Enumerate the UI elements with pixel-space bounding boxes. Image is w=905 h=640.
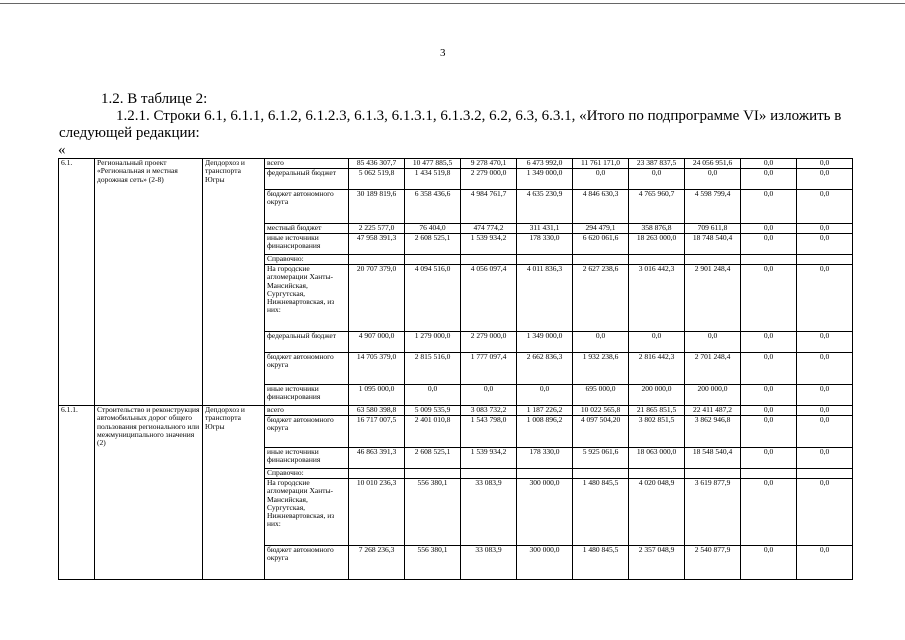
amount-cell: 0,0 xyxy=(797,159,853,169)
amount-cell: 24 056 951,6 xyxy=(685,159,741,169)
amount-cell: 0,0 xyxy=(797,416,853,448)
amount-cell: 4 984 761,7 xyxy=(461,190,517,224)
amount-cell: 1 349 000,0 xyxy=(517,169,573,190)
scan-top-border xyxy=(0,3,905,4)
amount-cell: 200 000,0 xyxy=(629,385,685,406)
amount-cell: 4 011 836,3 xyxy=(517,265,573,332)
amount-cell: 63 580 398,8 xyxy=(349,406,405,416)
amount-cell: 18 548 540,4 xyxy=(685,448,741,469)
amount-cell: 474 774,2 xyxy=(461,224,517,234)
amount-cell: 0,0 xyxy=(797,234,853,255)
amount-cell xyxy=(741,255,797,265)
amount-cell: 0,0 xyxy=(741,169,797,190)
amount-cell: 2 815 516,0 xyxy=(405,353,461,385)
amount-cell: 1 539 934,2 xyxy=(461,448,517,469)
amount-cell xyxy=(741,469,797,479)
amount-cell: 0,0 xyxy=(741,479,797,546)
amount-cell: 4 097 504,20 xyxy=(573,416,629,448)
amount-cell: 0,0 xyxy=(741,448,797,469)
amount-cell xyxy=(405,469,461,479)
amount-cell xyxy=(685,469,741,479)
table-row xyxy=(59,159,853,169)
funding-source: На городские агломерации Ханты-Мансийская, Сургутская, Нижневартовская, из них: xyxy=(265,265,349,332)
amount-cell: 4 598 799,4 xyxy=(685,190,741,224)
amount-cell: 0,0 xyxy=(685,169,741,190)
amount-cell: 1 539 934,2 xyxy=(461,234,517,255)
amount-cell: 0,0 xyxy=(797,169,853,190)
funding-source: бюджет автономного округа xyxy=(265,353,349,385)
amount-cell xyxy=(797,255,853,265)
amount-cell: 14 705 379,0 xyxy=(349,353,405,385)
amount-cell: 178 330,0 xyxy=(517,234,573,255)
amount-cell: 33 083,9 xyxy=(461,546,517,580)
amount-cell: 47 958 391,3 xyxy=(349,234,405,255)
funding-source: местный бюджет xyxy=(265,224,349,234)
amount-cell: 0,0 xyxy=(741,353,797,385)
funding-source: федеральный бюджет xyxy=(265,169,349,190)
amount-cell: 9 278 470,1 xyxy=(461,159,517,169)
amount-cell: 0,0 xyxy=(573,332,629,353)
amount-cell: 0,0 xyxy=(797,479,853,546)
funding-source: Справочно: xyxy=(265,469,349,479)
amount-cell: 556 380,1 xyxy=(405,479,461,546)
amount-cell: 0,0 xyxy=(797,190,853,224)
page-number: 3 xyxy=(440,47,446,59)
amount-cell: 4 846 630,3 xyxy=(573,190,629,224)
amount-cell xyxy=(349,255,405,265)
amount-cell: 0,0 xyxy=(461,385,517,406)
amount-cell: 0,0 xyxy=(741,159,797,169)
table-body xyxy=(59,159,853,580)
amount-cell: 0,0 xyxy=(741,332,797,353)
amount-cell: 178 330,0 xyxy=(517,448,573,469)
amount-cell: 2 279 000,0 xyxy=(461,332,517,353)
amount-cell: 4 907 000,0 xyxy=(349,332,405,353)
amount-cell: 4 020 048,9 xyxy=(629,479,685,546)
amount-cell: 1 434 519,8 xyxy=(405,169,461,190)
amount-cell: 1 187 226,2 xyxy=(517,406,573,416)
amount-cell: 11 761 171,0 xyxy=(573,159,629,169)
amount-cell: 3 083 732,2 xyxy=(461,406,517,416)
amount-cell: 0,0 xyxy=(797,332,853,353)
amount-cell: 0,0 xyxy=(741,234,797,255)
amount-cell: 556 380,1 xyxy=(405,546,461,580)
amount-cell: 30 189 819,6 xyxy=(349,190,405,224)
amount-cell: 7 268 236,3 xyxy=(349,546,405,580)
section-heading: 1.2. В таблице 2: xyxy=(101,91,208,107)
amount-cell: 0,0 xyxy=(741,406,797,416)
funding-source: всего xyxy=(265,159,349,169)
funding-source: На городские агломерации Ханты-Мансийская, Сургутская, Нижневартовская, из них: xyxy=(265,479,349,546)
amount-cell: 0,0 xyxy=(741,385,797,406)
amount-cell: 6 358 436,6 xyxy=(405,190,461,224)
amount-cell: 0,0 xyxy=(741,265,797,332)
amount-cell: 300 000,0 xyxy=(517,479,573,546)
amount-cell: 0,0 xyxy=(797,224,853,234)
amount-cell: 2 901 248,4 xyxy=(685,265,741,332)
amount-cell: 4 056 097,4 xyxy=(461,265,517,332)
amount-cell: 3 802 851,5 xyxy=(629,416,685,448)
opening-quote: « xyxy=(58,142,66,158)
amount-cell: 1 279 000,0 xyxy=(405,332,461,353)
amount-cell: 5 062 519,8 xyxy=(349,169,405,190)
amount-cell: 0,0 xyxy=(629,169,685,190)
amount-cell xyxy=(405,255,461,265)
amount-cell: 2 225 577,0 xyxy=(349,224,405,234)
amount-cell: 0,0 xyxy=(573,169,629,190)
amount-cell: 4 635 230,9 xyxy=(517,190,573,224)
amount-cell: 0,0 xyxy=(797,406,853,416)
amount-cell: 2 540 877,9 xyxy=(685,546,741,580)
amount-cell: 2 357 048,9 xyxy=(629,546,685,580)
amount-cell: 5 925 061,6 xyxy=(573,448,629,469)
amount-cell: 0,0 xyxy=(629,332,685,353)
paragraph-line-2: следующей редакции: xyxy=(59,125,200,141)
amount-cell: 0,0 xyxy=(685,332,741,353)
amount-cell: 10 477 885,5 xyxy=(405,159,461,169)
amount-cell: 10 022 565,8 xyxy=(573,406,629,416)
amount-cell: 0,0 xyxy=(797,265,853,332)
amount-cell: 0,0 xyxy=(797,385,853,406)
amount-cell: 10 010 236,3 xyxy=(349,479,405,546)
amount-cell: 1 480 845,5 xyxy=(573,546,629,580)
project-name: Региональный проект «Региональная и местная дорожная сеть» (2-8) xyxy=(95,159,203,406)
amount-cell xyxy=(461,255,517,265)
amount-cell: 294 479,1 xyxy=(573,224,629,234)
amount-cell xyxy=(517,255,573,265)
amount-cell: 21 865 851,5 xyxy=(629,406,685,416)
project-name: Строительство и реконструкция автомобильных дорог общего пользования регионального или межмуниципального значения (2) xyxy=(95,406,203,580)
amount-cell: 2 701 248,4 xyxy=(685,353,741,385)
amount-cell xyxy=(629,255,685,265)
amount-cell: 1 095 000,0 xyxy=(349,385,405,406)
amount-cell: 0,0 xyxy=(797,546,853,580)
amount-cell xyxy=(461,469,517,479)
amount-cell: 33 083,9 xyxy=(461,479,517,546)
amount-cell xyxy=(629,469,685,479)
amount-cell: 6 620 061,6 xyxy=(573,234,629,255)
amount-cell: 2 627 238,6 xyxy=(573,265,629,332)
amount-cell: 18 263 000,0 xyxy=(629,234,685,255)
amount-cell: 3 016 442,3 xyxy=(629,265,685,332)
amount-cell: 1 543 798,0 xyxy=(461,416,517,448)
funding-source: бюджет автономного округа xyxy=(265,546,349,580)
funding-source: иные источники финансирования xyxy=(265,385,349,406)
amount-cell: 2 608 525,1 xyxy=(405,448,461,469)
paragraph-line-1: 1.2.1. Строки 6.1, 6.1.1, 6.1.2, 6.1.2.3, 6.1.3, 6.1.3.1, 6.1.3.2, 6.2, 6.3, 6.3.1, «Итого по подпрограмме VI» изложить в xyxy=(116,108,842,124)
amount-cell: 695 000,0 xyxy=(573,385,629,406)
row-number: 6.1.1. xyxy=(59,406,95,580)
amount-cell: 2 662 836,3 xyxy=(517,353,573,385)
amount-cell: 76 404,0 xyxy=(405,224,461,234)
amount-cell xyxy=(573,255,629,265)
funding-source: бюджет автономного округа xyxy=(265,416,349,448)
amount-cell: 0,0 xyxy=(741,546,797,580)
amount-cell: 85 436 307,7 xyxy=(349,159,405,169)
funding-source: Справочно: xyxy=(265,255,349,265)
amount-cell: 2 816 442,3 xyxy=(629,353,685,385)
amount-cell: 2 608 525,1 xyxy=(405,234,461,255)
amount-cell: 5 009 535,9 xyxy=(405,406,461,416)
amount-cell: 1 777 097,4 xyxy=(461,353,517,385)
amount-cell: 1 480 845,5 xyxy=(573,479,629,546)
amount-cell: 200 000,0 xyxy=(685,385,741,406)
amount-cell: 18 063 000,0 xyxy=(629,448,685,469)
amount-cell: 6 473 992,0 xyxy=(517,159,573,169)
responsible-executor: Депдорхоз и транспорта Югры xyxy=(203,406,265,580)
amount-cell: 0,0 xyxy=(405,385,461,406)
amount-cell: 3 862 946,8 xyxy=(685,416,741,448)
funding-source: иные источники финансирования xyxy=(265,234,349,255)
amount-cell: 46 863 391,3 xyxy=(349,448,405,469)
amount-cell: 16 717 007,5 xyxy=(349,416,405,448)
amount-cell: 0,0 xyxy=(797,448,853,469)
amount-cell: 0,0 xyxy=(517,385,573,406)
amount-cell: 18 748 540,4 xyxy=(685,234,741,255)
amount-cell: 0,0 xyxy=(741,224,797,234)
funding-source: всего xyxy=(265,406,349,416)
amount-cell: 709 611,8 xyxy=(685,224,741,234)
amount-cell: 2 401 010,8 xyxy=(405,416,461,448)
amount-cell: 22 411 487,2 xyxy=(685,406,741,416)
funding-source: бюджет автономного округа xyxy=(265,190,349,224)
amount-cell xyxy=(349,469,405,479)
funding-source: иные источники финансирования xyxy=(265,448,349,469)
amount-cell xyxy=(573,469,629,479)
amount-cell: 1 008 896,2 xyxy=(517,416,573,448)
amount-cell: 0,0 xyxy=(797,353,853,385)
amount-cell: 1 349 000,0 xyxy=(517,332,573,353)
amount-cell xyxy=(797,469,853,479)
amount-cell: 20 707 379,0 xyxy=(349,265,405,332)
amount-cell: 4 765 960,7 xyxy=(629,190,685,224)
amount-cell: 3 619 877,9 xyxy=(685,479,741,546)
amount-cell xyxy=(517,469,573,479)
amount-cell: 0,0 xyxy=(741,190,797,224)
row-number: 6.1. xyxy=(59,159,95,406)
amount-cell: 2 279 000,0 xyxy=(461,169,517,190)
amount-cell: 311 431,1 xyxy=(517,224,573,234)
amount-cell xyxy=(685,255,741,265)
table-row xyxy=(59,406,853,416)
funding-table xyxy=(58,158,853,580)
amount-cell: 358 876,8 xyxy=(629,224,685,234)
responsible-executor: Депдорхоз и транспорта Югры xyxy=(203,159,265,406)
amount-cell: 23 387 837,5 xyxy=(629,159,685,169)
amount-cell: 4 094 516,0 xyxy=(405,265,461,332)
amount-cell: 1 932 238,6 xyxy=(573,353,629,385)
amount-cell: 300 000,0 xyxy=(517,546,573,580)
funding-source: федеральный бюджет xyxy=(265,332,349,353)
amount-cell: 0,0 xyxy=(741,416,797,448)
